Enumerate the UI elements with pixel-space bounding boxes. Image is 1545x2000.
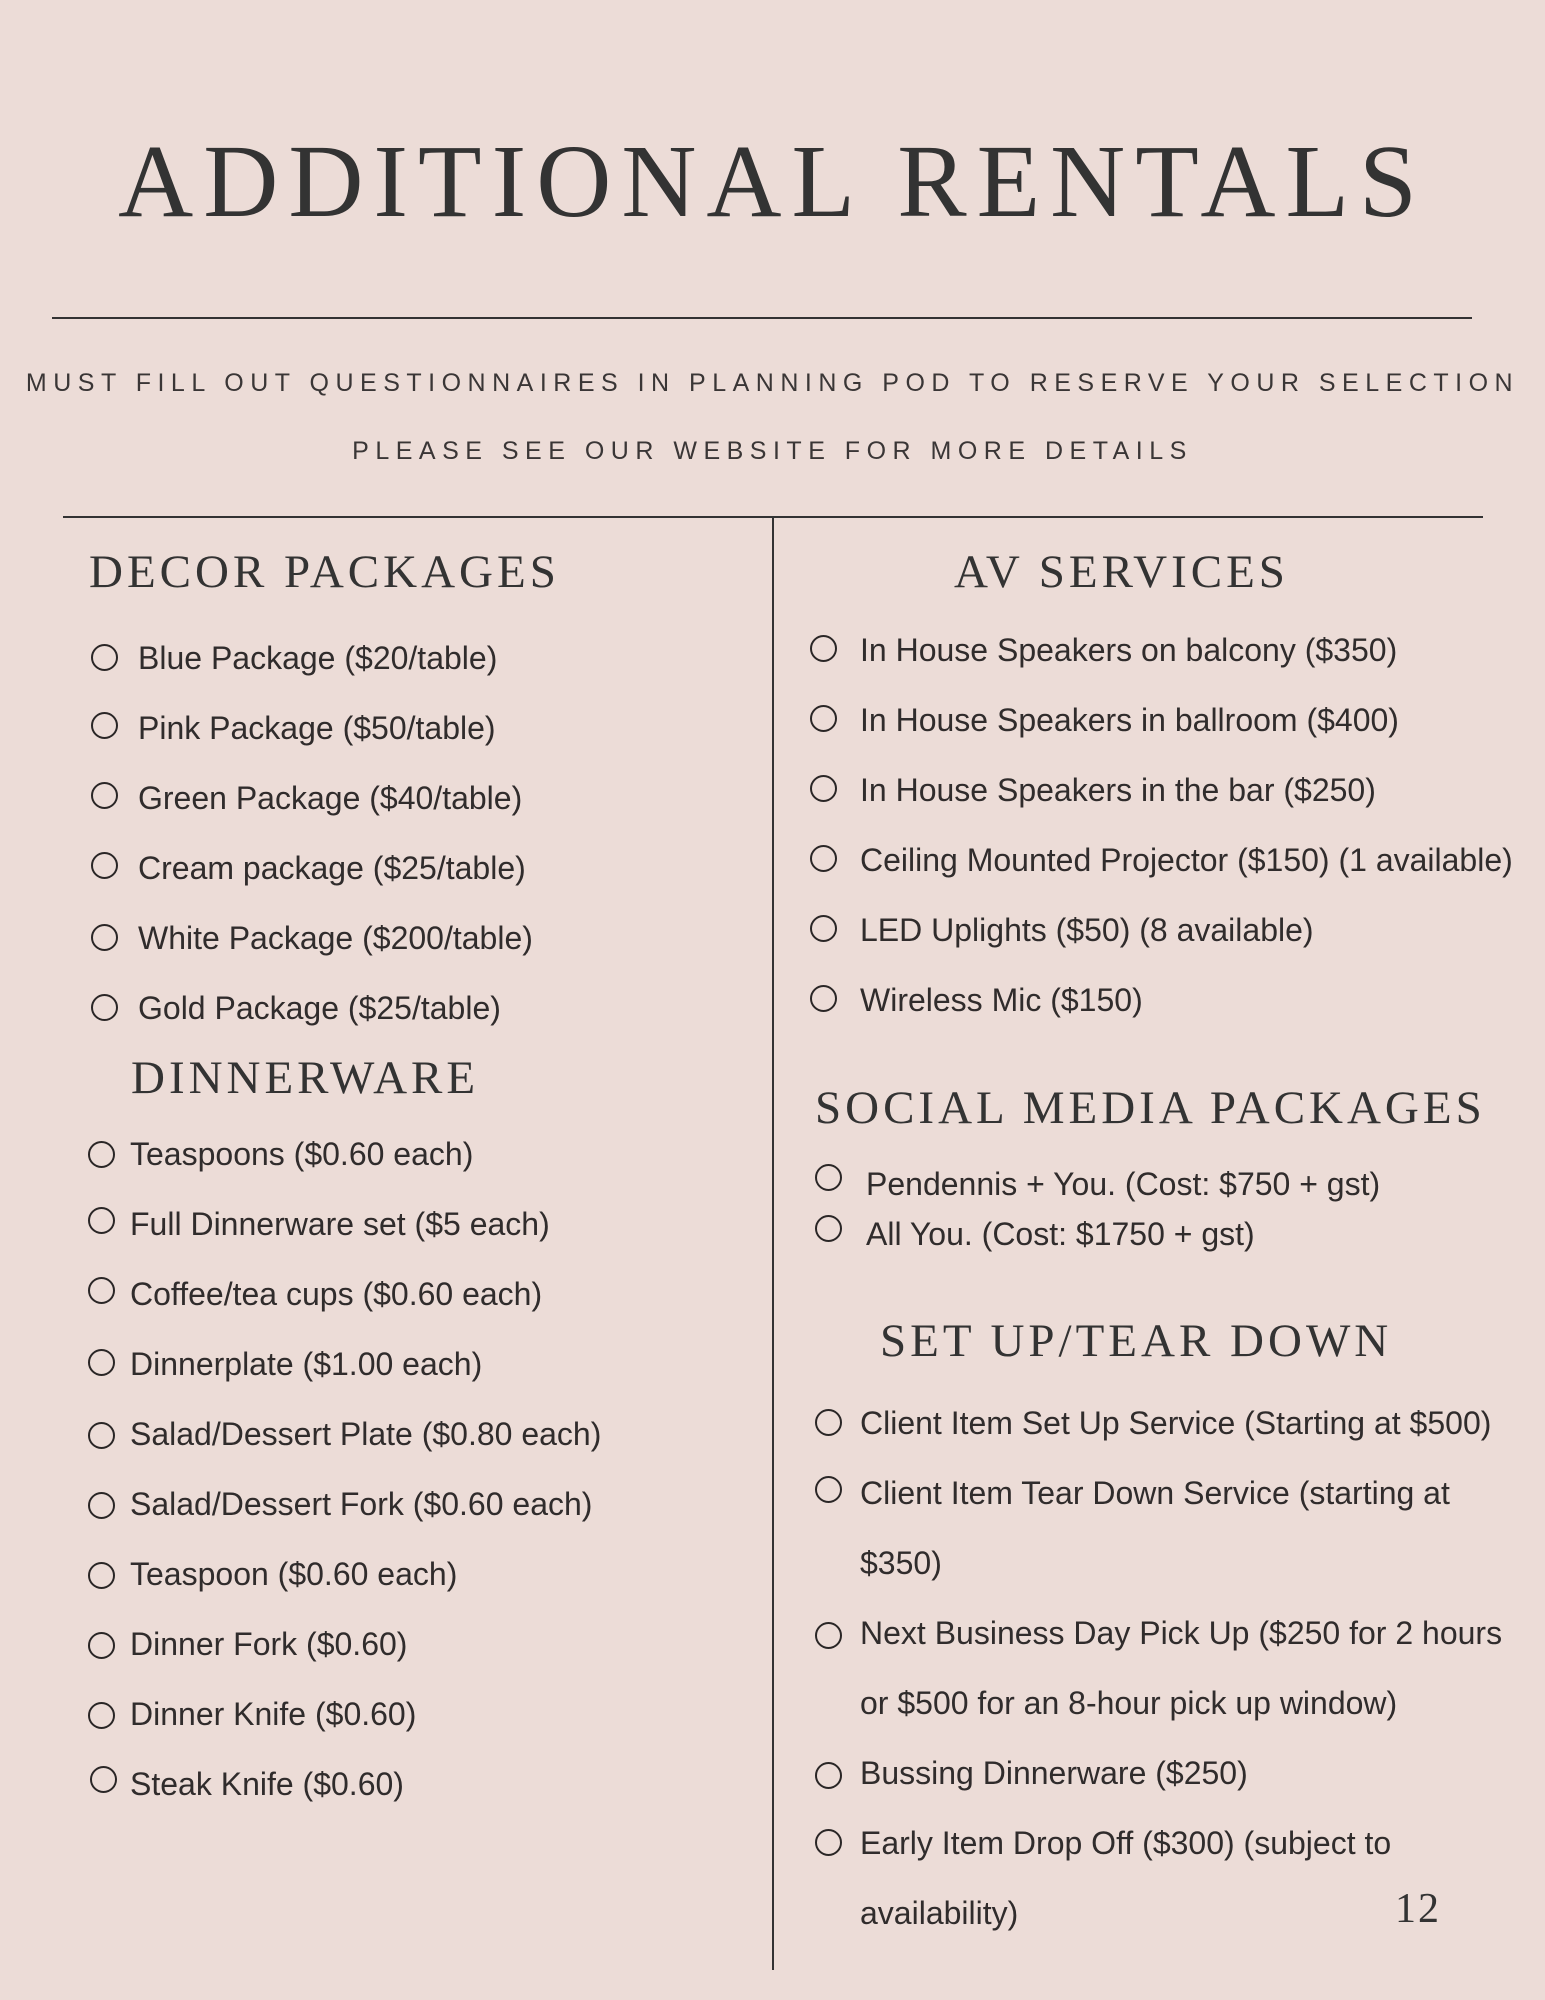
page-title: ADDITIONAL RENTALS bbox=[118, 124, 1427, 239]
option-label: Early Item Drop Off ($300) (subject to bbox=[860, 1825, 1392, 1861]
option-label-continued: $350) bbox=[860, 1545, 942, 1581]
checkbox-circle-icon[interactable] bbox=[810, 775, 837, 802]
checkbox-circle-icon[interactable] bbox=[88, 1562, 115, 1589]
checkbox-circle-icon[interactable] bbox=[90, 1766, 117, 1793]
option-label: In House Speakers in the bar ($250) bbox=[860, 772, 1376, 808]
option-label: Gold Package ($25/table) bbox=[138, 990, 501, 1026]
option-label: Blue Package ($20/table) bbox=[138, 640, 498, 676]
checkbox-circle-icon[interactable] bbox=[88, 1349, 115, 1376]
checkbox-circle-icon[interactable] bbox=[815, 1409, 842, 1436]
column-divider bbox=[772, 518, 774, 1970]
option-label: Steak Knife ($0.60) bbox=[130, 1766, 404, 1802]
option-label: Wireless Mic ($150) bbox=[860, 982, 1143, 1018]
option-label: Cream package ($25/table) bbox=[138, 850, 526, 886]
checkbox-circle-icon[interactable] bbox=[88, 1702, 115, 1729]
option-label: Dinnerplate ($1.00 each) bbox=[130, 1346, 483, 1382]
checkbox-circle-icon[interactable] bbox=[88, 1141, 115, 1168]
option-label: Pendennis + You. (Cost: $750 + gst) bbox=[866, 1166, 1381, 1202]
option-label: In House Speakers in ballroom ($400) bbox=[860, 702, 1399, 738]
checkbox-circle-icon[interactable] bbox=[810, 845, 837, 872]
setup-teardown-heading: SET UP/TEAR DOWN bbox=[880, 1315, 1393, 1367]
option-label: Bussing Dinnerware ($250) bbox=[860, 1755, 1248, 1791]
subtitle-website: PLEASE SEE OUR WEBSITE FOR MORE DETAILS bbox=[352, 437, 1193, 465]
option-label: Pink Package ($50/table) bbox=[138, 710, 496, 746]
option-label: In House Speakers on balcony ($350) bbox=[860, 632, 1398, 668]
checkbox-circle-icon[interactable] bbox=[815, 1622, 842, 1649]
subtitle-questionnaire: MUST FILL OUT QUESTIONNAIRES IN PLANNING POD TO RESERVE YOUR SELECTION bbox=[25, 369, 1520, 397]
checkbox-circle-icon[interactable] bbox=[88, 1207, 115, 1234]
checkbox-circle-icon[interactable] bbox=[91, 644, 118, 671]
checkbox-circle-icon[interactable] bbox=[88, 1632, 115, 1659]
option-label: Teaspoons ($0.60 each) bbox=[130, 1136, 474, 1172]
checkbox-circle-icon[interactable] bbox=[810, 705, 837, 732]
option-label: Teaspoon ($0.60 each) bbox=[130, 1556, 458, 1592]
checkbox-circle-icon[interactable] bbox=[815, 1164, 842, 1191]
option-label: Salad/Dessert Fork ($0.60 each) bbox=[130, 1486, 593, 1522]
checkbox-circle-icon[interactable] bbox=[815, 1829, 842, 1856]
checkbox-circle-icon[interactable] bbox=[815, 1762, 842, 1789]
option-label-continued: availability) bbox=[860, 1895, 1019, 1931]
checkbox-circle-icon[interactable] bbox=[810, 635, 837, 662]
checkbox-circle-icon[interactable] bbox=[815, 1476, 842, 1503]
checkbox-circle-icon[interactable] bbox=[88, 1277, 115, 1304]
checkbox-circle-icon[interactable] bbox=[88, 1422, 115, 1449]
social-media-heading: SOCIAL MEDIA PACKAGES bbox=[815, 1082, 1486, 1134]
checkbox-circle-icon[interactable] bbox=[91, 782, 118, 809]
option-label: Salad/Dessert Plate ($0.80 each) bbox=[130, 1416, 602, 1452]
option-label: LED Uplights ($50) (8 available) bbox=[860, 912, 1314, 948]
option-label: Ceiling Mounted Projector ($150) (1 available) bbox=[860, 842, 1513, 878]
option-label: Green Package ($40/table) bbox=[138, 780, 523, 816]
option-label: Client Item Set Up Service (Starting at $500) bbox=[860, 1405, 1492, 1441]
page-number: 12 bbox=[1395, 1886, 1441, 1932]
option-label: Client Item Tear Down Service (starting at bbox=[860, 1475, 1450, 1511]
checkbox-circle-icon[interactable] bbox=[810, 915, 837, 942]
decor-packages-heading: DECOR PACKAGES bbox=[89, 546, 560, 598]
checkbox-circle-icon[interactable] bbox=[815, 1215, 842, 1242]
checkbox-circle-icon[interactable] bbox=[88, 1492, 115, 1519]
option-label: Coffee/tea cups ($0.60 each) bbox=[130, 1276, 543, 1312]
option-label: Next Business Day Pick Up ($250 for 2 hours bbox=[860, 1615, 1503, 1651]
option-label: Dinner Knife ($0.60) bbox=[130, 1696, 417, 1732]
av-services-heading: AV SERVICES bbox=[954, 546, 1289, 598]
checkbox-circle-icon[interactable] bbox=[91, 852, 118, 879]
checkbox-circle-icon[interactable] bbox=[91, 924, 118, 951]
checkbox-circle-icon[interactable] bbox=[810, 985, 837, 1012]
option-label: Full Dinnerware set ($5 each) bbox=[130, 1206, 550, 1242]
top-divider bbox=[52, 317, 1472, 319]
option-label: White Package ($200/table) bbox=[138, 920, 533, 956]
dinnerware-heading: DINNERWARE bbox=[131, 1052, 480, 1104]
option-label: Dinner Fork ($0.60) bbox=[130, 1626, 408, 1662]
checkbox-circle-icon[interactable] bbox=[91, 994, 118, 1021]
option-label-continued: or $500 for an 8-hour pick up window) bbox=[860, 1685, 1398, 1721]
checkbox-circle-icon[interactable] bbox=[91, 712, 118, 739]
option-label: All You. (Cost: $1750 + gst) bbox=[866, 1216, 1255, 1252]
